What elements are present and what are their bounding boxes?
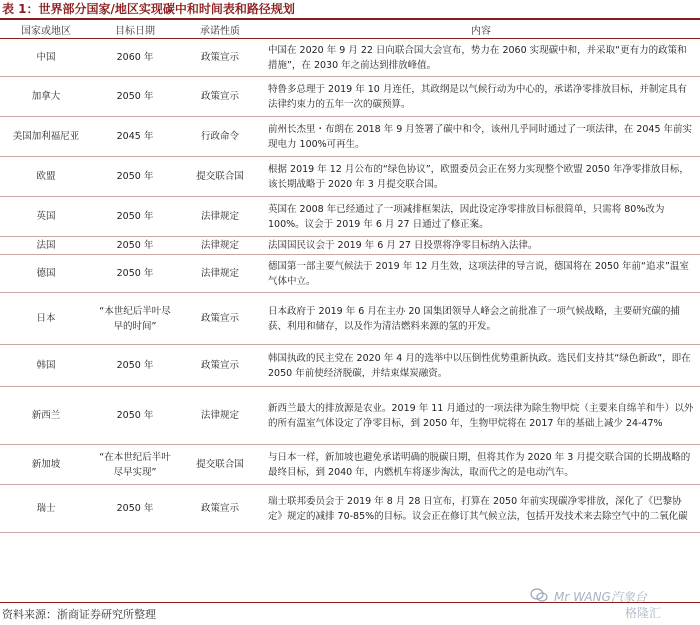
cell-region: 日本 — [0, 293, 92, 345]
cell-commitment-nature: 政策宣示 — [178, 293, 262, 345]
cell-region: 瑞士 — [0, 485, 92, 533]
cell-region: 德国 — [0, 255, 92, 293]
table-row — [0, 157, 700, 197]
cell-region: 新西兰 — [0, 387, 92, 445]
cell-content: 德国第一部主要气候法于 2019 年 12 月生效，这项法律的导言说，德国将在 2050 年前“追求”温室气体中立。 — [262, 255, 700, 293]
header-date: 目标日期 — [92, 20, 178, 39]
table-body — [0, 39, 700, 533]
cell-commitment-nature: 法律规定 — [178, 237, 262, 255]
cell-target-date: 2050 年 — [92, 345, 178, 387]
cell-commitment-nature: 提交联合国 — [178, 445, 262, 485]
cell-commitment-nature: 提交联合国 — [178, 157, 262, 197]
cell-target-date: 2045 年 — [92, 117, 178, 157]
cell-target-date: 2050 年 — [92, 157, 178, 197]
cell-target-date: “在本世纪后半叶尽早实现” — [92, 445, 178, 485]
cell-target-date: 2050 年 — [92, 237, 178, 255]
cell-content: 日本政府于 2019 年 6 月在主办 20 国集团领导人峰会之前批准了一项气候战略，主要研究碳的捕获、利用和储存，以及作为清洁燃料来源的氢的开发。 — [262, 293, 700, 345]
cell-target-date: 2050 年 — [92, 255, 178, 293]
table-row — [0, 345, 700, 387]
carbon-neutral-table — [0, 20, 700, 533]
table-row — [0, 197, 700, 237]
cell-commitment-nature: 政策宣示 — [178, 345, 262, 387]
cell-commitment-nature: 法律规定 — [178, 255, 262, 293]
header-nature: 承诺性质 — [178, 20, 262, 39]
cell-content: 英国在 2008 年已经通过了一项减排框架法，因此设定净零排放目标很简单，只需将 80%改为 100%。议会于 2019 年 6 月 27 日通过了修正案。 — [262, 197, 700, 237]
table-row — [0, 387, 700, 445]
watermark-account: Mr WANG汽象台 — [554, 590, 647, 604]
table-row — [0, 293, 700, 345]
cell-content: 与日本一样，新加坡也避免承诺明确的脱碳日期，但将其作为 2020 年 3 月提交联合国的长期战略的最终目标，到 2040 年，内燃机车将逐步淘汰，取而代之的是电动汽车。 — [262, 445, 700, 485]
cell-content: 根据 2019 年 12 月公布的“绿色协议”，欧盟委员会正在努力实现整个欧盟 2050 年净零排放目标，该长期战略于 2020 年 3 月提交联合国。 — [262, 157, 700, 197]
cell-target-date: 2050 年 — [92, 485, 178, 533]
table-row — [0, 77, 700, 117]
cell-commitment-nature: 政策宣示 — [178, 77, 262, 117]
table-row — [0, 445, 700, 485]
cell-region: 韩国 — [0, 345, 92, 387]
table-title: 表 1：世界部分国家/地区实现碳中和时间表和路径规划 — [2, 2, 295, 16]
cell-target-date: 2050 年 — [92, 77, 178, 117]
cell-region: 加拿大 — [0, 77, 92, 117]
cell-commitment-nature: 政策宣示 — [178, 485, 262, 533]
watermark-brand: 格隆汇 — [625, 606, 662, 620]
wechat-icon — [530, 588, 548, 602]
cell-region: 英国 — [0, 197, 92, 237]
table-row — [0, 39, 700, 77]
cell-target-date: 2060 年 — [92, 39, 178, 77]
cell-region: 法国 — [0, 237, 92, 255]
cell-content: 韩国执政的民主党在 2020 年 4 月的选举中以压倒性优势重新执政。选民们支持其“绿色新政”，即在 2050 年前使经济脱碳，并结束煤炭融资。 — [262, 345, 700, 387]
cell-content: 瑞士联邦委员会于 2019 年 8 月 28 日宣布，打算在 2050 年前实现碳净零排放，深化了《巴黎协定》规定的减排 70-85%的目标。议会正在修订其气候立法，包括开发技术来去除空气中的二氧化碳 — [262, 485, 700, 533]
table-row — [0, 117, 700, 157]
header-region: 国家或地区 — [0, 20, 92, 39]
cell-target-date: “本世纪后半叶尽早的时间” — [92, 293, 178, 345]
cell-target-date: 2050 年 — [92, 387, 178, 445]
cell-content: 特鲁多总理于 2019 年 10 月连任，其政纲是以气候行动为中心的，承诺净零排放目标，并制定具有法律约束力的五年一次的碳预算。 — [262, 77, 700, 117]
header-content: 内容 — [262, 20, 700, 39]
cell-commitment-nature: 法律规定 — [178, 197, 262, 237]
cell-region: 新加坡 — [0, 445, 92, 485]
table-row — [0, 237, 700, 255]
cell-commitment-nature: 政策宣示 — [178, 39, 262, 77]
source-note: 资料来源：浙商证券研究所整理 — [2, 608, 156, 621]
cell-content: 法国国民议会于 2019 年 6 月 27 日投票将净零目标纳入法律。 — [262, 237, 700, 255]
cell-content: 中国在 2020 年 9 月 22 日向联合国大会宣布，势力在 2060 实现碳中和，并采取“更有力的政策和措施”，在 2030 年之前达到排放峰值。 — [262, 39, 700, 77]
cell-commitment-nature: 行政命令 — [178, 117, 262, 157]
table-row — [0, 255, 700, 293]
cell-content: 前州长杰里・布朗在 2018 年 9 月签署了碳中和令，该州几乎同时通过了一项法律，在 2045 年前实现电力 100%可再生。 — [262, 117, 700, 157]
cell-target-date: 2050 年 — [92, 197, 178, 237]
cell-region: 欧盟 — [0, 157, 92, 197]
table-row — [0, 485, 700, 533]
cell-region: 美国加利福尼亚 — [0, 117, 92, 157]
cell-commitment-nature: 法律规定 — [178, 387, 262, 445]
table-header-row — [0, 20, 700, 39]
cell-content: 新西兰最大的排放源是农业。2019 年 11 月通过的一项法律为除生物甲烷（主要来自绵羊和牛）以外的所有温室气体设定了净零目标，到 2050 年，生物甲烷将在 2017 年的基础上减少 24-47% — [262, 387, 700, 445]
cell-region: 中国 — [0, 39, 92, 77]
